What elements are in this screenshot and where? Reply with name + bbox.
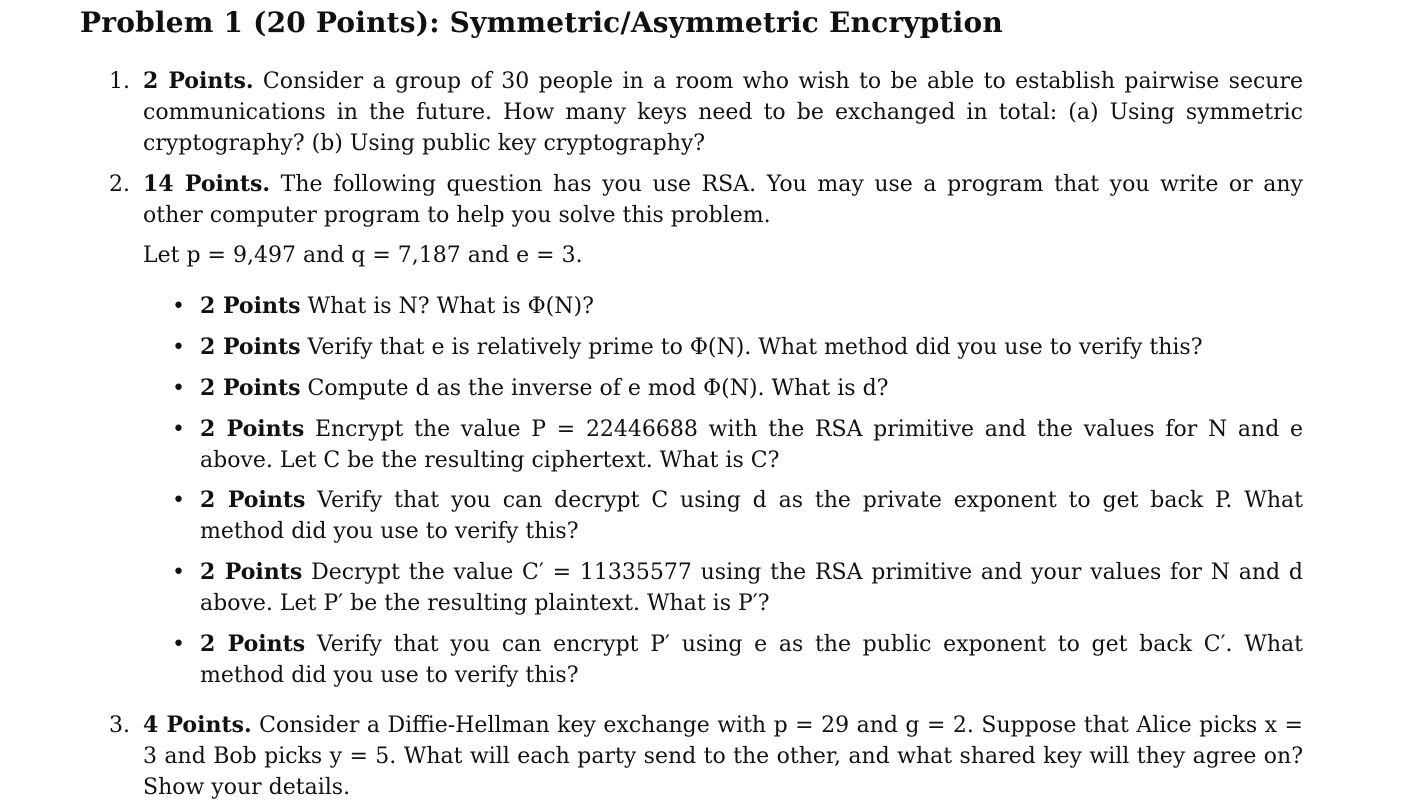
question-2-part-2: [172, 332, 1303, 363]
question-2-points: 14 Points.: [143, 171, 271, 197]
bullet-marker: •: [172, 294, 185, 319]
bullet-marker: •: [172, 335, 185, 360]
problem-title: Problem 1 (20 Points): Symmetric/Asymmetric Encryption: [80, 6, 1003, 39]
part-points: 2 Points: [200, 559, 303, 585]
part-points: 2 Points: [200, 631, 306, 657]
question-1-text: Consider a group of 30 people in a room who wish to be able to establish pairwise secure communications in the future. How many keys need to be exchanged in total: (a) Using symmetric cryptography? (b) Using public key cryptography?: [143, 69, 1304, 156]
bullet-marker: •: [172, 417, 185, 442]
part-text: Compute d as the inverse of e mod Φ(N). What is d?: [307, 376, 889, 401]
question-2-part-5: [172, 485, 1303, 547]
bullet-marker: •: [172, 488, 185, 513]
question-3-text: Consider a Diffie-Hellman key exchange with p = 29 and g = 2. Suppose that Alice picks x = 3 and Bob picks y = 5. What will each party send to the other, and what shared key will they agree on? Show your details.: [143, 713, 1303, 800]
part-text: Verify that e is relatively prime to Φ(N). What method did you use to verify this?: [307, 335, 1203, 360]
question-2-text: The following question has you use RSA. You may use a program that you write or any other computer program to help you solve this problem.: [143, 172, 1303, 228]
question-2-part-3: [172, 373, 1303, 404]
question-3-number: 3.: [109, 713, 130, 738]
part-points: 2 Points: [200, 416, 305, 442]
part-points: 2 Points: [200, 487, 306, 513]
bullet-marker: •: [172, 560, 185, 585]
question-2-number: 2.: [109, 172, 130, 197]
question-2-part-7: [172, 629, 1303, 691]
part-text: Decrypt the value C′ = 11335577 using the RSA primitive and your values for N and d above. Let P′ be the resulting plaintext. What is P′?: [200, 560, 1303, 616]
part-text: Verify that you can encrypt P′ using e as the public exponent to get back C′. What method did you use to verify this?: [200, 632, 1303, 688]
question-2-part-4: [172, 414, 1304, 476]
question-1-number: 1.: [109, 69, 130, 94]
question-1-points: 2 Points.: [143, 68, 254, 94]
part-points: 2 Points: [200, 334, 301, 360]
question-2-part-1: [172, 291, 1303, 322]
question-3: [109, 710, 1303, 803]
part-text: Verify that you can decrypt C using d as the private exponent to get back P. What method did you use to verify this?: [200, 488, 1303, 544]
question-2: [109, 169, 1303, 231]
question-2-part-6: [172, 557, 1303, 619]
part-text: What is N? What is Φ(N)?: [307, 294, 594, 319]
part-points: 2 Points: [200, 375, 301, 401]
question-1: [109, 66, 1304, 159]
question-2-parameters: Let p = 9,497 and q = 7,187 and e = 3.: [143, 243, 583, 268]
bullet-marker: •: [172, 376, 185, 401]
part-points: 2 Points: [200, 293, 301, 319]
part-text: Encrypt the value P = 22446688 with the RSA primitive and the values for N and e above. Let C be the resulting ciphertext. What is C?: [200, 417, 1304, 473]
question-3-points: 4 Points.: [143, 712, 252, 738]
bullet-marker: •: [172, 632, 185, 657]
